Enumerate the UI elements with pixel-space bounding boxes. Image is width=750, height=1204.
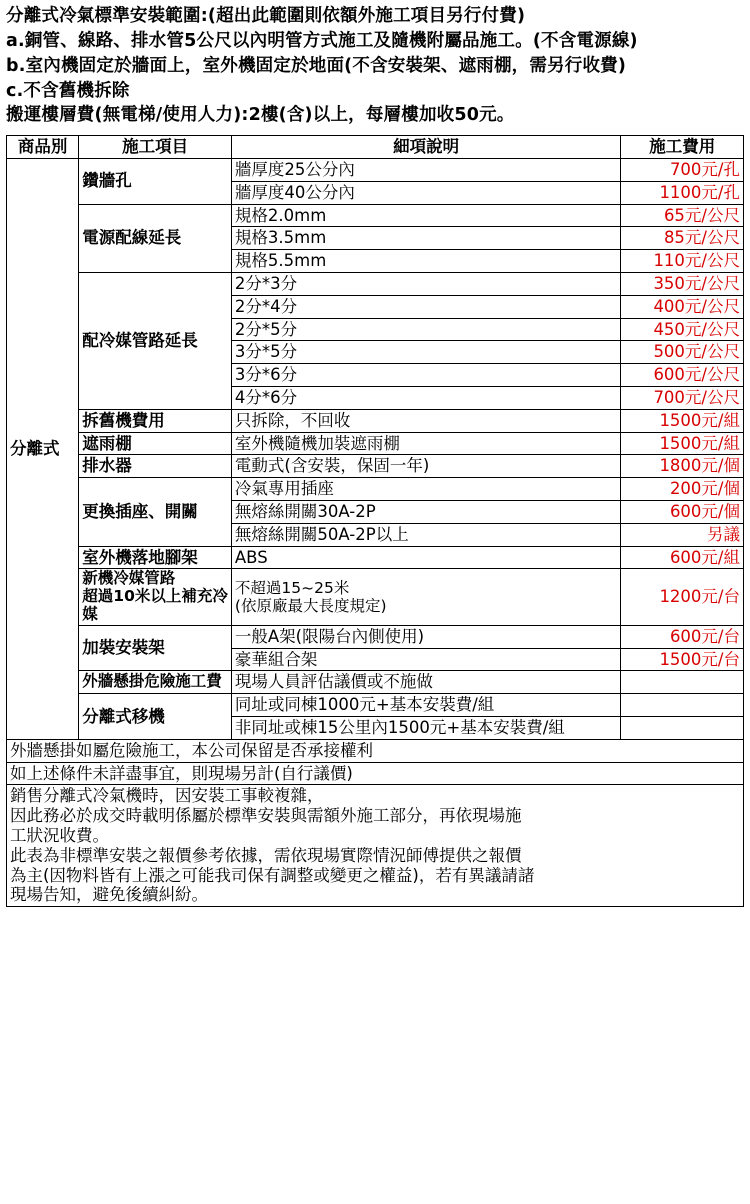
- description-cell: 一般A架(限陽台內側使用): [231, 625, 621, 648]
- table-row: [7, 694, 744, 717]
- item-cell: 外牆懸掛危險施工費: [79, 671, 232, 694]
- fee-cell: 200元/個: [621, 478, 744, 501]
- item-cell: 加裝安裝架: [79, 625, 232, 671]
- fee-cell: 450元/公尺: [621, 318, 744, 341]
- item-cell: 遮雨棚: [79, 432, 232, 455]
- description-cell: 規格2.0mm: [231, 204, 621, 227]
- table-body: [7, 159, 744, 907]
- description-cell: 豪華組合架: [231, 648, 621, 671]
- fee-cell: 500元/公尺: [621, 341, 744, 364]
- item-cell: 分離式移機: [79, 694, 232, 740]
- item-cell: 新機冷媒管路 超過10米以上補充冷媒: [79, 569, 232, 625]
- note-cell: 如上述條件未詳盡事宜，則現場另計(自行議價): [7, 762, 744, 785]
- fee-cell: [621, 716, 744, 739]
- description-cell: 規格3.5mm: [231, 227, 621, 250]
- description-cell: 現場人員評估議價或不施做: [231, 671, 621, 694]
- description-cell: 2分*3分: [231, 273, 621, 296]
- fee-cell: 另議: [621, 523, 744, 546]
- fee-cell: 1500元/台: [621, 648, 744, 671]
- fee-cell: 700元/公尺: [621, 386, 744, 409]
- intro-line-2: b.室內機固定於牆面上，室外機固定於地面(不含安裝架、遮雨棚，需另行收費): [6, 55, 627, 76]
- fee-cell: [621, 694, 744, 717]
- header-description: 細項說明: [231, 136, 621, 159]
- fee-cell: 600元/個: [621, 500, 744, 523]
- item-cell: 拆舊機費用: [79, 409, 232, 432]
- intro-line-3: c.不含舊機拆除: [6, 80, 130, 101]
- fee-cell: 65元/公尺: [621, 204, 744, 227]
- note-cell: 外牆懸掛如屬危險施工，本公司保留是否承接權利: [7, 739, 744, 762]
- description-cell: 非同址或棟15公里內1500元+基本安裝費/組: [231, 716, 621, 739]
- item-cell: 更換插座、開關: [79, 478, 232, 546]
- fee-cell: 1100元/孔: [621, 181, 744, 204]
- fee-cell: 600元/公尺: [621, 364, 744, 387]
- description-cell: 規格5.5mm: [231, 250, 621, 273]
- table-row: [7, 273, 744, 296]
- description-cell: 冷氣專用插座: [231, 478, 621, 501]
- description-cell: 室外機隨機加裝遮雨棚: [231, 432, 621, 455]
- note-row: [7, 739, 744, 762]
- description-cell: 2分*4分: [231, 295, 621, 318]
- intro-block: [6, 4, 744, 128]
- table-row: [7, 478, 744, 501]
- description-cell: 同址或同棟1000元+基本安裝費/組: [231, 694, 621, 717]
- table-row: [7, 455, 744, 478]
- footer-row: [7, 785, 744, 907]
- table-row: [7, 432, 744, 455]
- description-cell: 3分*5分: [231, 341, 621, 364]
- description-cell: 無熔絲開關30A-2P: [231, 500, 621, 523]
- fee-cell: 1800元/個: [621, 455, 744, 478]
- fee-cell: 110元/公尺: [621, 250, 744, 273]
- fee-cell: 1500元/組: [621, 409, 744, 432]
- fee-cell: 1200元/台: [621, 569, 744, 625]
- description-cell: 4分*6分: [231, 386, 621, 409]
- fee-cell: 85元/公尺: [621, 227, 744, 250]
- category-cell: 分離式: [7, 159, 79, 740]
- footer-text: 銷售分離式冷氣機時，因安裝工事較複雜， 因此務必於成交時載明係屬於標準安裝與需額外施工部分，再依現場施 工狀況收費。 此表為非標準安裝之報價參考依據，需依現場實際情況師傅提供之報價 為主(因物料皆有上漲之可能我司保有調整或變更之權益)，若有異議請諸 現場告知，避免後續糾紛。: [7, 785, 744, 907]
- item-cell: 排水器: [79, 455, 232, 478]
- fee-cell: 400元/公尺: [621, 295, 744, 318]
- description-cell: 不超過15~25米 (依原廠最大長度規定): [231, 569, 621, 625]
- table-row: [7, 409, 744, 432]
- intro-line-0: 分離式冷氣標準安裝範圍:(超出此範圍則依額外施工項目另行付費): [6, 6, 526, 26]
- header-item: 施工項目: [79, 136, 232, 159]
- description-cell: 2分*5分: [231, 318, 621, 341]
- fee-cell: 350元/公尺: [621, 273, 744, 296]
- table-row: [7, 159, 744, 182]
- description-cell: ABS: [231, 546, 621, 569]
- table-row: [7, 569, 744, 625]
- header-category: 商品別: [7, 136, 79, 159]
- intro-line-4: 搬運樓層費(無電梯/使用人力):2樓(含)以上，每層樓加收50元。: [6, 105, 515, 126]
- description-cell: 牆厚度25公分內: [231, 159, 621, 182]
- pricing-table: [6, 135, 744, 907]
- table-row: [7, 204, 744, 227]
- table-row: [7, 625, 744, 648]
- description-cell: 電動式(含安裝，保固一年): [231, 455, 621, 478]
- note-row: [7, 762, 744, 785]
- item-cell: 電源配線延長: [79, 204, 232, 272]
- description-cell: 無熔絲開關50A-2P以上: [231, 523, 621, 546]
- table-header-row: [7, 136, 744, 159]
- fee-cell: [621, 671, 744, 694]
- fee-cell: 600元/組: [621, 546, 744, 569]
- description-cell: 只拆除，不回收: [231, 409, 621, 432]
- description-cell: 3分*6分: [231, 364, 621, 387]
- fee-cell: 700元/孔: [621, 159, 744, 182]
- item-cell: 配冷媒管路延長: [79, 273, 232, 410]
- header-fee: 施工費用: [621, 136, 744, 159]
- fee-cell: 600元/台: [621, 625, 744, 648]
- item-cell: 鑽牆孔: [79, 159, 232, 205]
- table-row: [7, 546, 744, 569]
- description-cell: 牆厚度40公分內: [231, 181, 621, 204]
- table-row: [7, 671, 744, 694]
- intro-line-1: a.銅管、線路、排水管5公尺以內明管方式施工及隨機附屬品施工。(不含電源線): [6, 30, 638, 51]
- item-cell: 室外機落地腳架: [79, 546, 232, 569]
- fee-cell: 1500元/組: [621, 432, 744, 455]
